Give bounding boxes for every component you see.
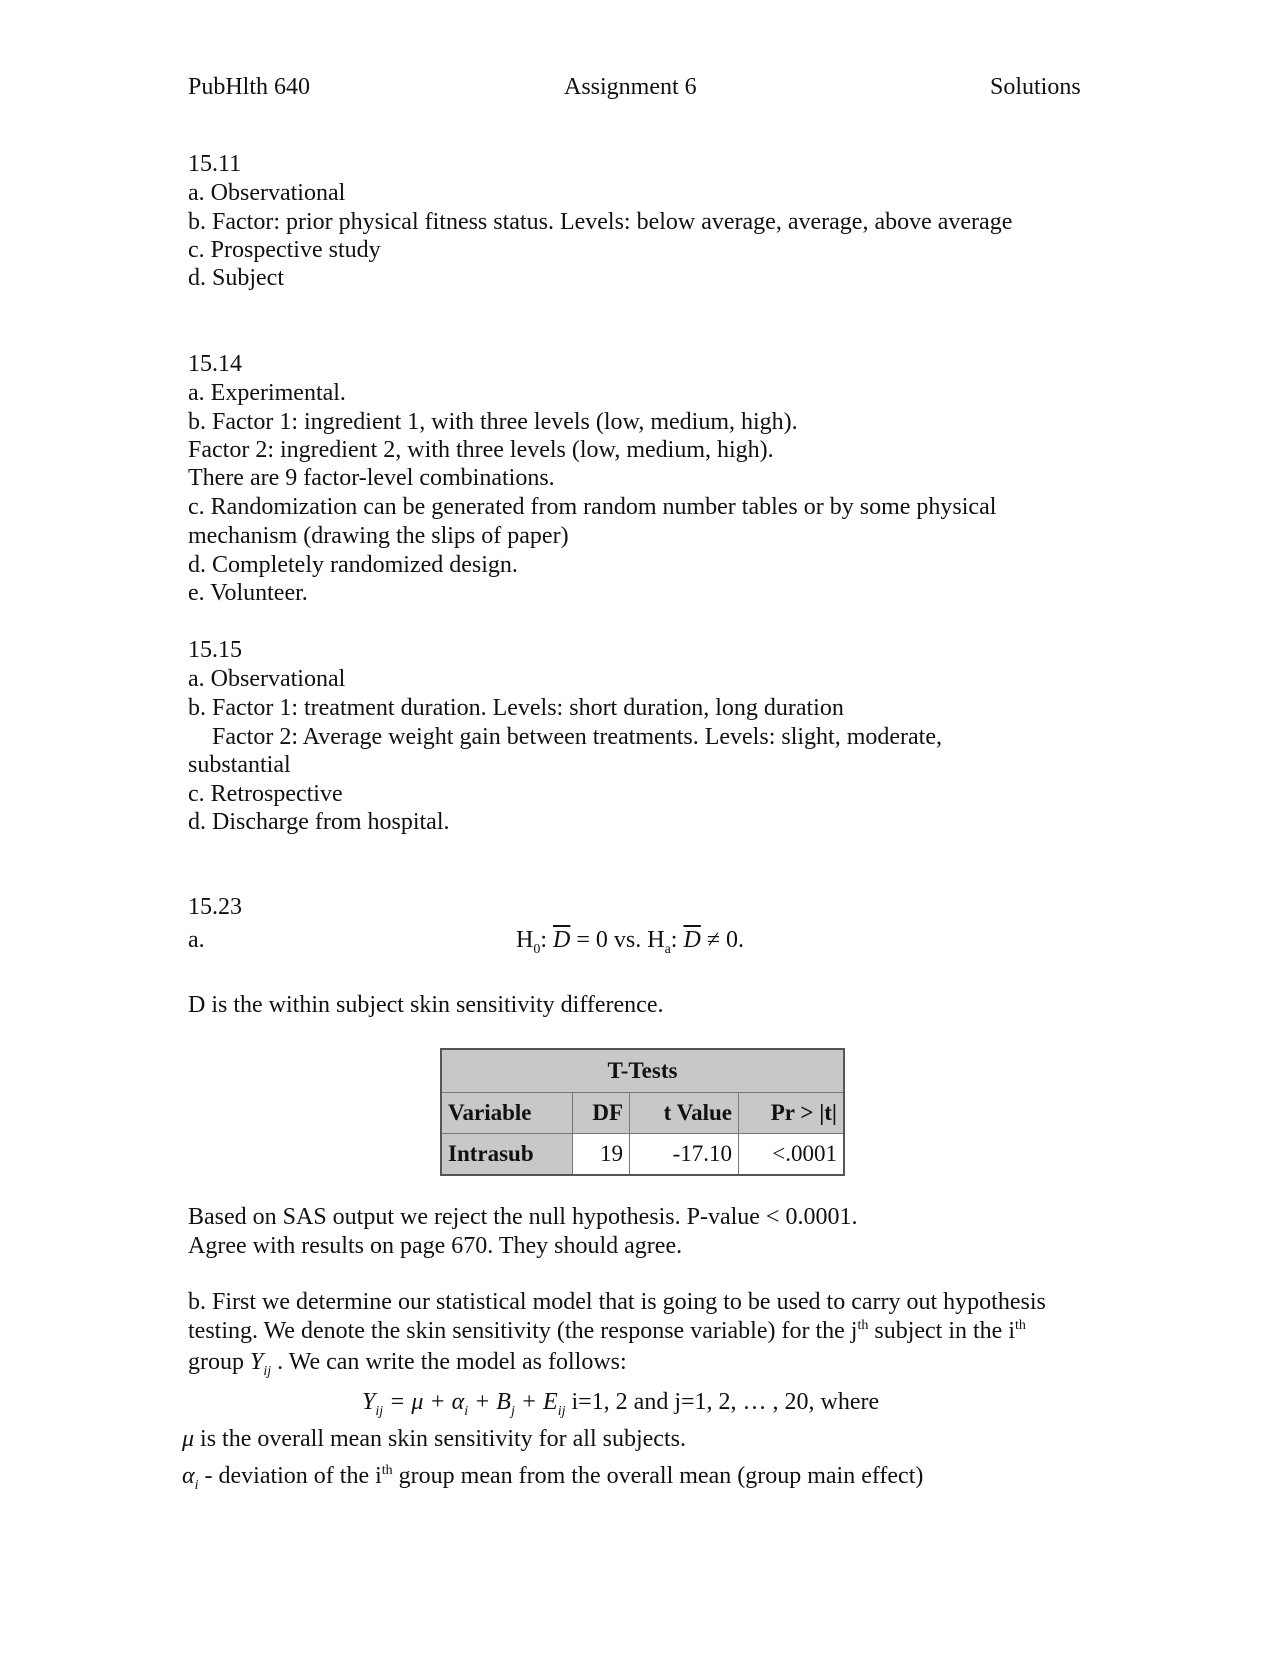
q1514-c1: c. Randomization can be generated from random number tables or by some physical xyxy=(188,494,997,520)
mu-definition xyxy=(182,1425,686,1453)
col-header-df: DF xyxy=(573,1093,630,1134)
q1515-d: d. Discharge from hospital. xyxy=(188,809,450,835)
model-plus-e: + E xyxy=(514,1389,558,1415)
superscript-th-i: th xyxy=(1015,1318,1026,1333)
header-solutions: Solutions xyxy=(990,74,1081,100)
part-b-line-2 xyxy=(188,1317,1026,1345)
q1514-b2: Factor 2: ingredient 2, with three levels (low, medium, high). xyxy=(188,437,774,463)
conclusion-line-2: Agree with results on page 670. They should agree. xyxy=(188,1233,683,1259)
col-header-tvalue: t Value xyxy=(630,1093,739,1134)
col-header-variable: Variable xyxy=(441,1093,573,1134)
alpha-definition-1: - deviation of the i xyxy=(198,1463,382,1489)
model-b-sub: j xyxy=(510,1404,515,1419)
yij-subscript: ij xyxy=(263,1364,272,1379)
q1511-a: a. Observational xyxy=(188,180,346,206)
col-header-pvalue: Pr > |t| xyxy=(739,1093,845,1134)
yij-symbol: Y xyxy=(250,1349,264,1375)
h0-relation: = 0 vs. H xyxy=(576,927,665,953)
row-header-intrasub: Intrasub xyxy=(441,1134,573,1176)
cell-pvalue: <.0001 xyxy=(739,1134,845,1176)
model-plus-b: + B xyxy=(468,1389,511,1415)
model-alpha-sub: i xyxy=(464,1404,469,1419)
q1515-b3: substantial xyxy=(188,752,291,778)
table-caption: T-Tests xyxy=(441,1049,844,1093)
q1515-c: c. Retrospective xyxy=(188,781,343,807)
alpha-subscript: i xyxy=(194,1478,199,1493)
q1511-c: c. Prospective study xyxy=(188,237,381,263)
q1514-d: d. Completely randomized design. xyxy=(188,552,518,578)
model-equation xyxy=(362,1388,880,1419)
superscript-th-j: th xyxy=(857,1318,869,1333)
dbar-symbol-h0: $\overline{D}$ xyxy=(553,927,571,953)
q1515-a: a. Observational xyxy=(188,666,346,692)
q1515-number: 15.15 xyxy=(188,637,242,663)
part-b-line-3a: group xyxy=(188,1349,250,1375)
superscript-th-alpha: th xyxy=(381,1463,393,1478)
ha-subscript: a xyxy=(664,942,671,957)
alpha-symbol: α xyxy=(182,1463,195,1489)
q1511-b: b. Factor: prior physical fitness status. Levels: below average, average, above average xyxy=(188,209,1013,235)
q1514-number: 15.14 xyxy=(188,351,242,377)
q1514-a: a. Experimental. xyxy=(188,380,346,406)
part-b-line-3b: . We can write the model as follows: xyxy=(271,1349,627,1375)
part-b-line-2a: testing. We denote the skin sensitivity (the response variable) for the j xyxy=(188,1318,858,1344)
alpha-definition-2: group mean from the overall mean (group main effect) xyxy=(392,1463,924,1489)
model-y-sub: ij xyxy=(375,1404,384,1419)
alpha-definition xyxy=(182,1462,924,1493)
header-assignment: Assignment 6 xyxy=(564,74,697,100)
cell-df: 19 xyxy=(573,1134,630,1176)
q1514-c2: mechanism (drawing the slips of paper) xyxy=(188,523,569,549)
q1511-d: d. Subject xyxy=(188,265,284,291)
q1511-number: 15.11 xyxy=(188,151,242,177)
q1514-e: e. Volunteer. xyxy=(188,580,308,606)
conclusion-line-1: Based on SAS output we reject the null hypothesis. P-value < 0.0001. xyxy=(188,1204,858,1230)
mu-symbol: μ xyxy=(182,1426,195,1452)
q1523-number: 15.23 xyxy=(188,894,242,920)
part-b-line-2b: subject in the i xyxy=(868,1318,1015,1344)
hypothesis-statement: $H_0$: $\overline{D} = 0$ vs. $H_a$: $\overline{D} \ne 0$. xyxy=(516,927,744,957)
model-range: i=1, 2 and j=1, 2, … , 20, where xyxy=(565,1389,880,1415)
part-b-line-3 xyxy=(188,1348,627,1379)
t-tests-table xyxy=(440,1048,845,1176)
model-y: Y xyxy=(362,1389,376,1415)
model-e-sub: ij xyxy=(557,1404,566,1419)
q1514-b3: There are 9 factor-level combinations. xyxy=(188,465,555,491)
d-definition: D is the within subject skin sensitivity difference. xyxy=(188,992,664,1018)
q1515-b1: b. Factor 1: treatment duration. Levels: short duration, long duration xyxy=(188,695,844,721)
q1514-b1: b. Factor 1: ingredient 1, with three levels (low, medium, high). xyxy=(188,409,798,435)
cell-tvalue: -17.10 xyxy=(630,1134,739,1176)
q1523-a-label: a. xyxy=(188,927,205,953)
q1515-b2: Factor 2: Average weight gain between treatments. Levels: slight, moderate, xyxy=(212,724,942,750)
ha-relation: ≠ 0. xyxy=(706,927,744,953)
mu-definition-text: is the overall mean skin sensitivity for all subjects. xyxy=(194,1426,686,1452)
h0-letter: H xyxy=(516,927,534,953)
header-course: PubHlth 640 xyxy=(188,74,311,100)
part-b-line-1: b. First we determine our statistical model that is going to be used to carry out hypothesis xyxy=(188,1289,1046,1315)
model-eq-mu-alpha: = μ + α xyxy=(383,1389,465,1415)
dbar-symbol-ha: $\overline{D}$ xyxy=(683,927,701,953)
h0-subscript: 0 xyxy=(533,942,541,957)
